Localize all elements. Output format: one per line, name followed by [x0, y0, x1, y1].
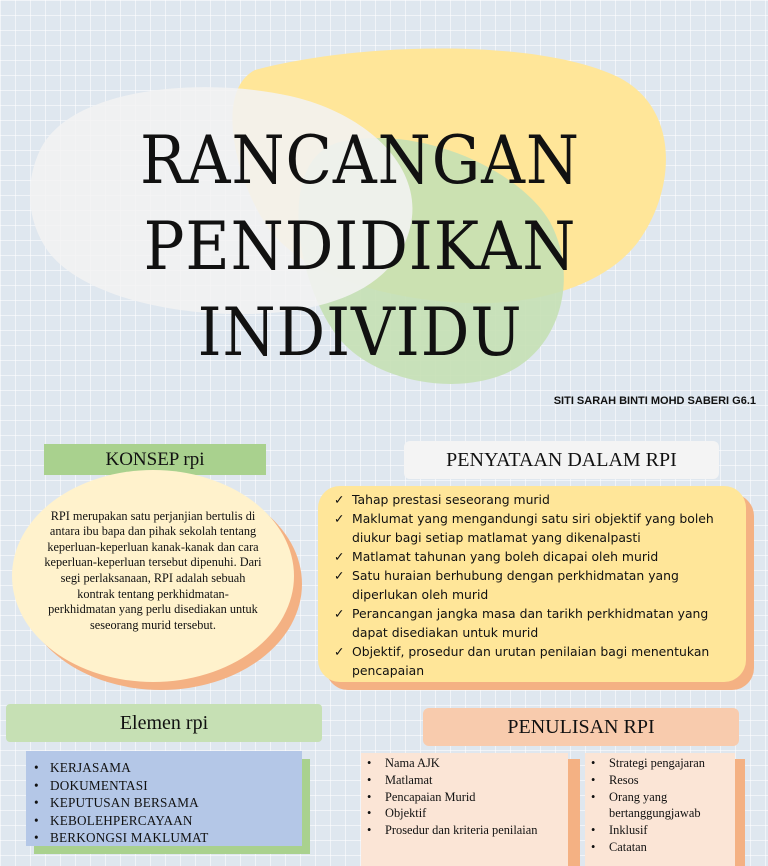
list-item	[334, 604, 732, 642]
list-item	[591, 822, 723, 839]
bullet-icon: •	[34, 830, 39, 845]
list-item	[367, 822, 553, 839]
penulisan-col2-item-4: Inklusif	[609, 823, 648, 838]
list-item	[367, 755, 553, 772]
elemen-item-5: BERKONGSI MAKLUMAT	[50, 830, 209, 845]
bullet-icon: •	[367, 823, 372, 838]
penyataan-list	[334, 490, 732, 680]
penyataan-box	[318, 486, 746, 682]
bullet-icon: •	[367, 806, 372, 821]
penulisan-list-1	[367, 755, 553, 839]
konsep-text: RPI merupakan satu perjanjian bertulis di antara ibu bapa dan pihak sekolah tentang keperluan-keperluan kanak-kanak dan cara keperluan-keperluan tersebut dipenuhi. Dari segi perlaksanaan, RPI adalah sebuah kontrak tentang perkhidmatan-perkhidmatan yang perlu disediakan untuk seseorang murid tersebut.	[44, 508, 262, 632]
list-item	[34, 777, 209, 795]
elemen-item-4: KEBOLEHPERCAYAAN	[50, 812, 193, 828]
elemen-item-2: DOKUMENTASI	[50, 777, 148, 793]
penyataan-item-4: Satu huraian berhubung dengan perkhidmatan yang diperlukan oleh murid	[352, 568, 679, 602]
check-icon: ✓	[334, 606, 345, 621]
bullet-icon: •	[591, 823, 596, 838]
konsep-circle	[12, 470, 294, 682]
title-line-3: INDIVIDU	[197, 294, 523, 371]
list-item	[591, 789, 723, 823]
penulisan-box-2	[585, 753, 735, 866]
title-line-1: RANCANGAN	[140, 122, 580, 199]
bullet-icon: •	[34, 795, 39, 810]
penyataan-item-3: Matlamat tahunan yang boleh dicapai oleh murid	[352, 549, 659, 564]
list-item	[591, 772, 723, 789]
elemen-list	[34, 759, 209, 847]
list-item	[591, 839, 723, 856]
elemen-item-3: KEPUTUSAN BERSAMA	[50, 795, 199, 810]
bullet-icon: •	[34, 777, 39, 793]
penulisan-col1-item-3: Pencapaian Murid	[385, 789, 476, 804]
bullet-icon: •	[591, 839, 596, 854]
penyataan-item-5: Perancangan jangka masa dan tarikh perkhidmatan yang dapat disediakan untuk murid	[352, 606, 709, 640]
penulisan-list-2	[591, 755, 723, 856]
penulisan-col2-item-1: Strategi pengajaran	[609, 756, 705, 770]
list-item	[34, 829, 209, 847]
list-item	[367, 805, 553, 822]
penulisan-label: PENULISAN RPI	[423, 708, 739, 746]
list-item	[367, 772, 553, 789]
konsep-label: KONSEP rpi	[44, 444, 266, 475]
elemen-label: Elemen rpi	[6, 704, 322, 742]
penyataan-item-1: Tahap prestasi seseorang murid	[352, 492, 550, 507]
list-item	[334, 642, 732, 680]
elemen-item-1: KERJASAMA	[50, 760, 131, 775]
list-item	[334, 547, 732, 566]
penyataan-item-2: Maklumat yang mengandungi satu siri objektif yang boleh diukur bagi setiap matlamat yang dikenalpasti	[352, 511, 714, 545]
penulisan-box-1	[361, 753, 568, 866]
list-item	[334, 490, 732, 509]
penulisan-col2-item-2: Resos	[609, 772, 639, 787]
bullet-icon: •	[591, 789, 596, 804]
list-item	[34, 794, 209, 812]
check-icon: ✓	[334, 549, 345, 564]
elemen-box	[26, 751, 302, 846]
bullet-icon: •	[34, 760, 39, 775]
penulisan-col1-item-4: Objektif	[385, 806, 427, 821]
list-item	[591, 755, 723, 772]
list-item	[334, 566, 732, 604]
title-line-2: PENDIDIKAN	[143, 208, 577, 285]
bullet-icon: •	[367, 772, 372, 787]
check-icon: ✓	[334, 492, 345, 507]
check-icon: ✓	[334, 568, 345, 583]
bullet-icon: •	[367, 789, 372, 804]
penulisan-col2-item-5: Catatan	[609, 839, 647, 854]
bullet-icon: •	[34, 812, 39, 828]
penyataan-label: PENYATAAN DALAM RPI	[404, 441, 719, 479]
bullet-icon: •	[591, 756, 596, 770]
author-name: SITI SARAH BINTI MOHD SABERI G6.1	[553, 395, 756, 407]
bullet-icon: •	[591, 772, 596, 787]
penulisan-col1-item-2: Matlamat	[385, 772, 433, 787]
list-item	[34, 759, 209, 777]
penulisan-col1-item-1: Nama AJK	[385, 756, 440, 770]
penulisan-col2-item-3: Orang yang bertanggungjawab	[609, 789, 701, 821]
bullet-icon: •	[367, 756, 372, 770]
list-item	[367, 789, 553, 806]
penyataan-item-6: Objektif, prosedur dan urutan penilaian bagi menentukan pencapaian	[352, 644, 710, 678]
page-title	[84, 118, 636, 376]
check-icon: ✓	[334, 511, 345, 526]
check-icon: ✓	[334, 644, 345, 659]
list-item	[334, 509, 732, 547]
list-item	[34, 812, 209, 830]
penulisan-col1-item-5: Prosedur dan kriteria penilaian	[385, 823, 538, 838]
